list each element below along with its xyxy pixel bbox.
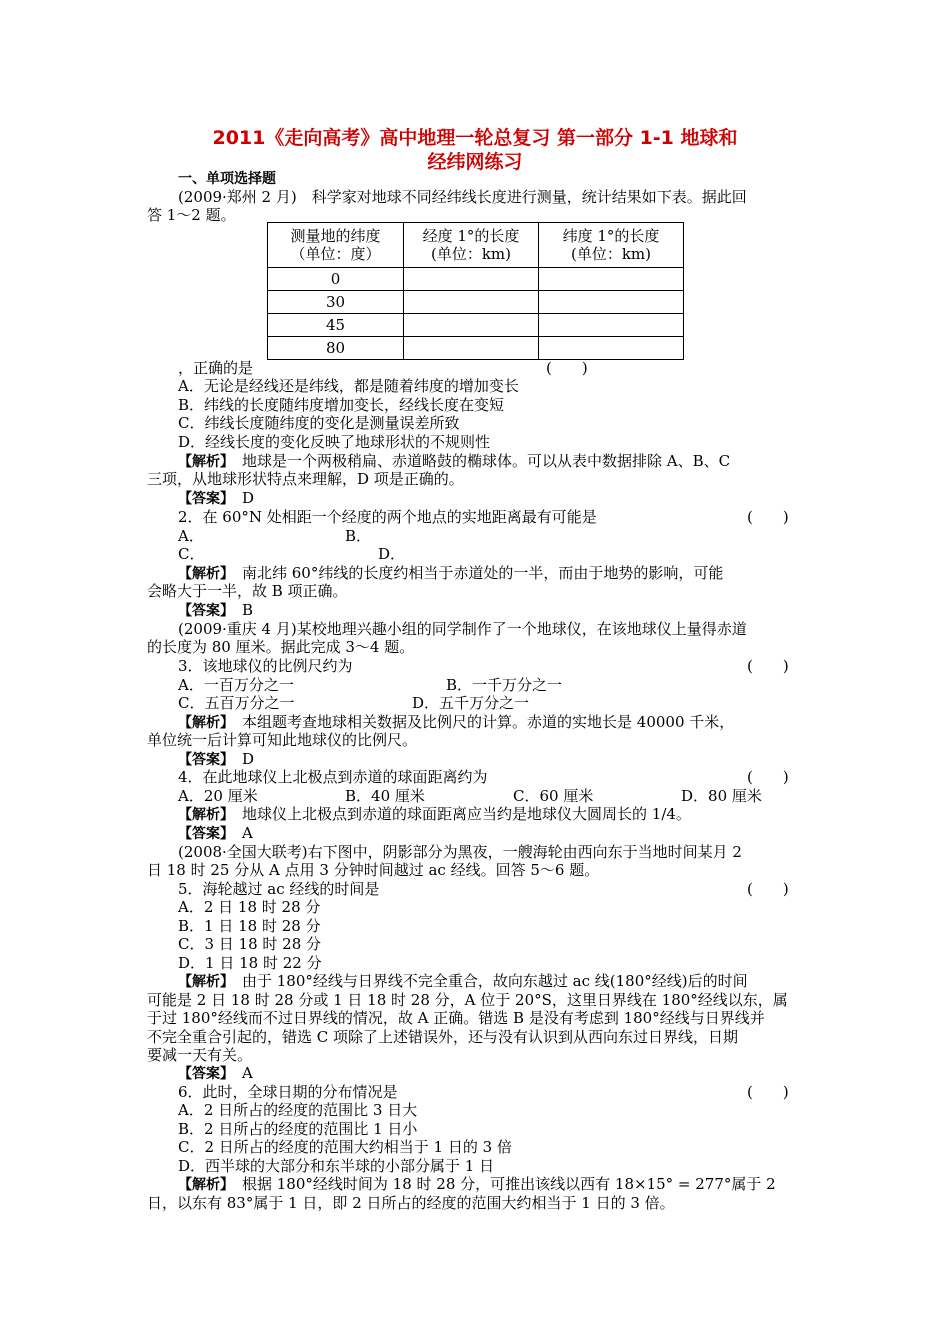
analysis-tag: 【解析】 [178,1177,227,1193]
q1-answer-paren: ( ) [546,359,588,377]
q3-stem: 3．该地球仪的比例尺约为 [178,657,353,675]
q5-stem: 5．海轮越过 ac 经线的时间是 [178,880,380,898]
table-header-row [268,223,684,268]
q3-option-b: B．一千万分之一 [446,676,563,694]
q4-option-d: D．80 厘米 [681,787,762,805]
q2-stem: 2．在 60°N 处相距一个经度的两个地点的实地距离最有可能是 [178,508,597,526]
table-row [268,337,684,360]
q6-stem: 6．此时，全球日期的分布情况是 [178,1083,398,1101]
analysis-tag: 【解析】 [178,974,227,990]
q6-option-b: B．2 日所占的经度的范围比 1 日小 [178,1120,418,1138]
q5-answer-paren: ( ) [747,880,789,898]
q1-analysis-line-1: 【解析】 地球是一个两极稍扁、赤道略鼓的椭球体。可以从表中数据排除 A、B、C [178,452,731,470]
header-latitude: 测量地的纬度 （单位：度） [268,223,404,268]
q5-option-c: C．3 日 18 时 28 分 [178,935,322,953]
table-cell [539,291,684,314]
answer-tag: 【答案】 [178,826,227,842]
q4-option-a: A．20 厘米 [178,787,258,805]
table-row [268,268,684,291]
intro-3-line-1: (2008·全国大联考)右下图中，阴影部分为黑夜，一艘海轮由西向东于当地时间某月 2 [178,843,742,861]
q5-answer: 【答案】 A [178,1064,253,1082]
q1-option-c: C．纬线长度随纬度的变化是测量误差所致 [178,414,460,432]
q5-analysis-line-5: 要减一天有关。 [147,1046,253,1064]
q3-option-d: D．五千万分之一 [412,694,530,712]
q1-option-a: A．无论是经线还是纬线，都是随着纬度的增加变长 [178,377,519,395]
q4-option-b: B．40 厘米 [345,787,425,805]
q2-answer: 【答案】 B [178,601,254,619]
table-cell: 45 [268,314,404,337]
header-longitude-degree-length: 经度 1°的长度 (单位：km) [404,223,539,268]
measurement-table [267,222,684,360]
q2-analysis-line-2: 会略大于一半，故 B 项正确。 [147,582,348,600]
q5-analysis-line-3: 于过 180°经线而不过日界线的情况，故 A 正确。错选 B 是没有考虑到 180°经线与日界线并 [147,1009,765,1027]
q6-option-d: D．西半球的大部分和东半球的小部分属于 1 日 [178,1157,495,1175]
answer-tag: 【答案】 [178,752,227,768]
q2-option-b: B． [345,527,372,545]
q3-analysis-line-2: 单位统一后计算可知此地球仪的比例尺。 [147,731,418,749]
table-row [268,291,684,314]
document-title-line-1: 2011《走向高考》高中地理一轮总复习 第一部分 1-1 地球和 [212,127,738,149]
answer-tag: 【答案】 [178,491,227,507]
table-cell: 30 [268,291,404,314]
q2-analysis-line-1: 【解析】 南北纬 60°纬线的长度约相当于赤道处的一半，而由于地势的影响，可能 [178,564,724,582]
intro-2-line-2: 的长度为 80 厘米。据此完成 3～4 题。 [147,638,415,656]
analysis-tag: 【解析】 [178,807,227,823]
q5-analysis-line-1: 【解析】 由于 180°经线与日界线不完全重合，故向东越过 ac 线(180°经线)后的时间 [178,972,748,990]
analysis-tag: 【解析】 [178,454,227,470]
q4-stem: 4．在此地球仪上北极点到赤道的球面距离约为 [178,768,488,786]
q4-analysis: 【解析】 地球仪上北极点到赤道的球面距离应当约是地球仪大圆周长的 1/4。 [178,805,691,823]
q3-answer: 【答案】 D [178,750,255,768]
section-heading: 一、单项选择题 [178,171,276,187]
q2-option-a: A． [178,527,204,545]
q3-option-a: A．一百万分之一 [178,676,294,694]
table-cell [539,314,684,337]
q5-analysis-line-2: 可能是 2 日 18 时 28 分或 1 日 18 时 28 分，A 位于 20°S，这里日界线在 180°经线以东，属 [147,991,788,1009]
q5-option-d: D．1 日 18 时 22 分 [178,954,322,972]
q6-option-c: C．2 日所占的经度的范围大约相当于 1 日的 3 倍 [178,1138,512,1156]
table-cell [404,291,539,314]
intro-1-line-1: (2009·郑州 2 月) 科学家对地球不同经纬线长度进行测量，统计结果如下表。据此回 [178,188,747,206]
q1-option-b: B．纬线的长度随纬度增加变长，经线长度在变短 [178,396,505,414]
q6-analysis-line-1: 【解析】 根据 180°经线时间为 18 时 28 分，可推出该线以西有 18×15° = 277°属于 2 [178,1175,776,1193]
q6-answer-paren: ( ) [747,1083,789,1101]
q2-answer-paren: ( ) [747,508,789,526]
q5-option-a: A．2 日 18 时 28 分 [178,898,321,916]
q3-answer-paren: ( ) [747,657,789,675]
analysis-tag: 【解析】 [178,566,227,582]
document-title-line-2: 经纬网练习 [427,151,523,173]
table-row [268,314,684,337]
q3-analysis-line-1: 【解析】 本组题考查地球相关数据及比例尺的计算。赤道的实地长是 40000 千米， [178,713,735,731]
table-cell: 80 [268,337,404,360]
analysis-tag: 【解析】 [178,715,227,731]
q6-analysis-line-2: 日，以东有 83°属于 1 日，即 2 日所占的经度的范围大约相当于 1 日的 3 倍。 [147,1194,675,1212]
q5-option-b: B．1 日 18 时 28 分 [178,917,321,935]
q4-answer-paren: ( ) [747,768,789,786]
q1-analysis-line-2: 三项，从地球形状特点来理解，D 项是正确的。 [147,470,464,488]
answer-tag: 【答案】 [178,603,227,619]
intro-1-line-2: 答 1～2 题。 [147,206,236,224]
q6-option-a: A．2 日所占的经度的范围比 3 日大 [178,1101,418,1119]
q1-answer: 【答案】 D [178,489,255,507]
q5-analysis-line-4: 不完全重合引起的，错选 C 项除了上述错误外，还与没有认识到从西向东过日界线，日期 [147,1028,739,1046]
q1-option-d: D．经线长度的变化反映了地球形状的不规则性 [178,433,491,451]
table-cell [539,268,684,291]
table-cell [404,314,539,337]
q2-option-c: C． [178,545,205,563]
table-cell: 0 [268,268,404,291]
q3-option-c: C．五百万分之一 [178,694,295,712]
table-cell [404,268,539,291]
intro-3-line-2: 日 18 时 25 分从 A 点用 3 分钟时间越过 ac 经线。回答 5～6 题。 [147,861,600,879]
q4-option-c: C．60 厘米 [513,787,594,805]
table-cell [404,337,539,360]
q4-answer: 【答案】 A [178,824,253,842]
header-latitude-degree-length: 纬度 1°的长度 (单位：km) [539,223,684,268]
answer-tag: 【答案】 [178,1066,227,1082]
q2-option-d: D． [378,545,406,563]
intro-2-line-1: (2009·重庆 4 月)某校地理兴趣小组的同学制作了一个地球仪，在该地球仪上量得赤道 [178,620,747,638]
table-cell [539,337,684,360]
q1-stem: ，正确的是 [178,359,254,377]
